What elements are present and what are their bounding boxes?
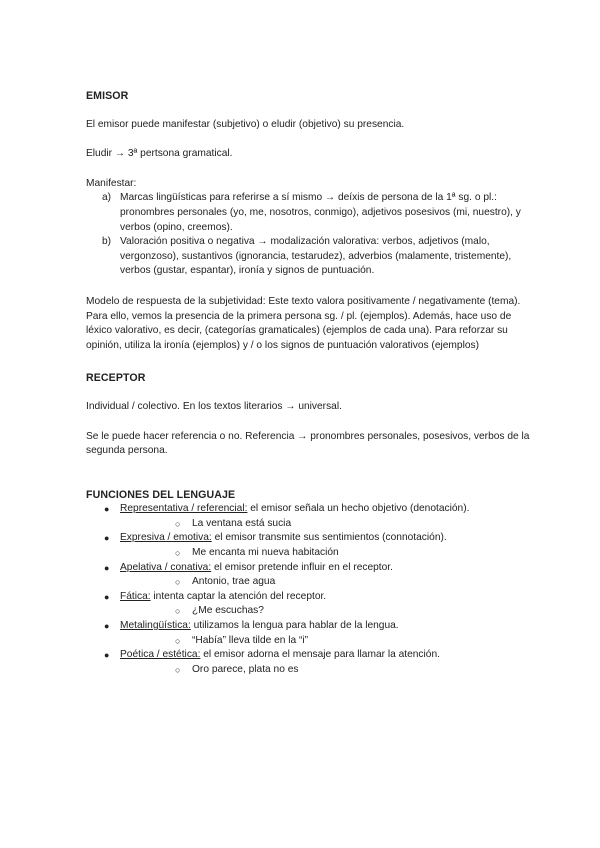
- funcion-term: Expresiva / emotiva:: [120, 532, 212, 544]
- funcion-desc: utilizamos la lengua para hablar de la lengua.: [190, 620, 399, 632]
- emisor-eludir: Eludir → 3ª pertsona gramatical.: [86, 148, 233, 160]
- receptor-p1: Individual / colectivo. En los textos literarios → universal.: [86, 400, 342, 412]
- bullet-icon: ●: [104, 533, 110, 544]
- manifestar-item-b: [86, 235, 531, 279]
- example-text: La ventana está sucia: [192, 517, 292, 529]
- list-marker: a): [102, 192, 112, 204]
- emisor-manifestar-label: Manifestar:: [86, 177, 137, 189]
- circle-bullet-icon: ○: [175, 518, 181, 529]
- circle-bullet-icon: ○: [175, 664, 181, 675]
- funcion-term: Metalingüística:: [120, 620, 191, 632]
- example-list: [120, 604, 531, 619]
- modelo-respuesta: Modelo de respuesta de la subjetividad: Este texto valora positivamente / negativamente (tema). Para ello, vemos la presencia de la primera persona sg. / pl. (ejemplos). Además, hace uso de léxico valorativo, es decir, (categorías gramaticales) (ejemplos de cada una). Para reforzar su opinión, utiliza la ironía (ejemplos) y / o los signos de puntuación valorativos (ejemplos): [86, 295, 521, 351]
- bullet-icon: ●: [104, 504, 110, 515]
- example-item: [120, 517, 531, 532]
- receptor-p2: Se le puede hacer referencia o no. Referencia → pronombres personales, posesivos, verbos de la segunda persona.: [86, 430, 530, 457]
- example-list: [120, 575, 531, 590]
- bullet-icon: ●: [104, 591, 110, 602]
- funcion-desc: el emisor transmite sus sentimientos (connotación).: [211, 532, 447, 544]
- bullet-icon: ●: [104, 562, 110, 573]
- funcion-term: Representativa / referencial:: [120, 503, 248, 515]
- example-item: [120, 575, 531, 590]
- funcion-desc: el emisor señala un hecho objetivo (denotación).: [247, 503, 470, 515]
- circle-bullet-icon: ○: [175, 606, 181, 617]
- example-item: [120, 634, 531, 649]
- example-list: [120, 634, 531, 649]
- funcion-expresiva: [86, 531, 531, 560]
- funcion-term: Poética / estética:: [120, 649, 201, 661]
- funcion-term: Fática:: [120, 590, 151, 602]
- emisor-intro: El emisor puede manifestar (subjetivo) o eludir (objetivo) su presencia.: [86, 118, 405, 130]
- funciones-heading: FUNCIONES DEL LENGUAJE: [86, 488, 236, 501]
- funcion-desc: intenta captar la atención del receptor.: [150, 590, 327, 602]
- example-text: ¿Me escuchas?: [192, 605, 264, 617]
- bullet-icon: ●: [104, 621, 110, 632]
- funcion-representativa: [86, 502, 531, 531]
- circle-bullet-icon: ○: [175, 548, 181, 559]
- example-text: Oro parece, plata no es: [192, 663, 299, 675]
- funciones-list: [86, 502, 531, 677]
- funcion-poetica: [86, 648, 531, 677]
- example-item: [120, 604, 531, 619]
- emisor-heading: EMISOR: [86, 90, 129, 102]
- manifestar-item-a: [86, 191, 531, 235]
- example-list: [120, 517, 531, 532]
- example-item: [120, 663, 531, 678]
- funcion-fatica: [86, 590, 531, 619]
- manifestar-item-text: Marcas lingüísticas para referirse a sí mismo → deíxis de persona de la 1ª sg. o pl.: pronombres personales (yo, me, nosotros, conmigo), adjetivos posesivos (mi, nuestro), y verbos (opino, creemos).: [120, 192, 521, 233]
- example-list: [120, 546, 531, 561]
- example-text: Antonio, trae agua: [192, 576, 276, 588]
- manifestar-list: [86, 191, 531, 279]
- circle-bullet-icon: ○: [175, 577, 181, 588]
- example-text: “Había” lleva tilde en la “i”: [192, 634, 309, 646]
- circle-bullet-icon: ○: [175, 635, 181, 646]
- funcion-apelativa: [86, 561, 531, 590]
- funcion-desc: el emisor pretende influir en el receptor.: [211, 561, 393, 573]
- funcion-metalinguistica: [86, 619, 531, 648]
- example-item: [120, 546, 531, 561]
- example-list: [120, 663, 531, 678]
- bullet-icon: ●: [104, 650, 110, 661]
- receptor-heading: RECEPTOR: [86, 372, 146, 385]
- document-page: [86, 89, 531, 677]
- list-marker: b): [102, 236, 112, 248]
- funcion-term: Apelativa / conativa:: [120, 561, 212, 573]
- funcion-desc: el emisor adorna el mensaje para llamar la atención.: [200, 649, 440, 661]
- manifestar-item-text: Valoración positiva o negativa → modalización valorativa: verbos, adjetivos (malo, vergonzoso), sustantivos (ignorancia, testarudez), adverbios (malamente, tristemente), verbos (gustar, espantar), ironía y signos de puntuación.: [120, 236, 512, 277]
- example-text: Me encanta mi nueva habitación: [192, 547, 339, 559]
